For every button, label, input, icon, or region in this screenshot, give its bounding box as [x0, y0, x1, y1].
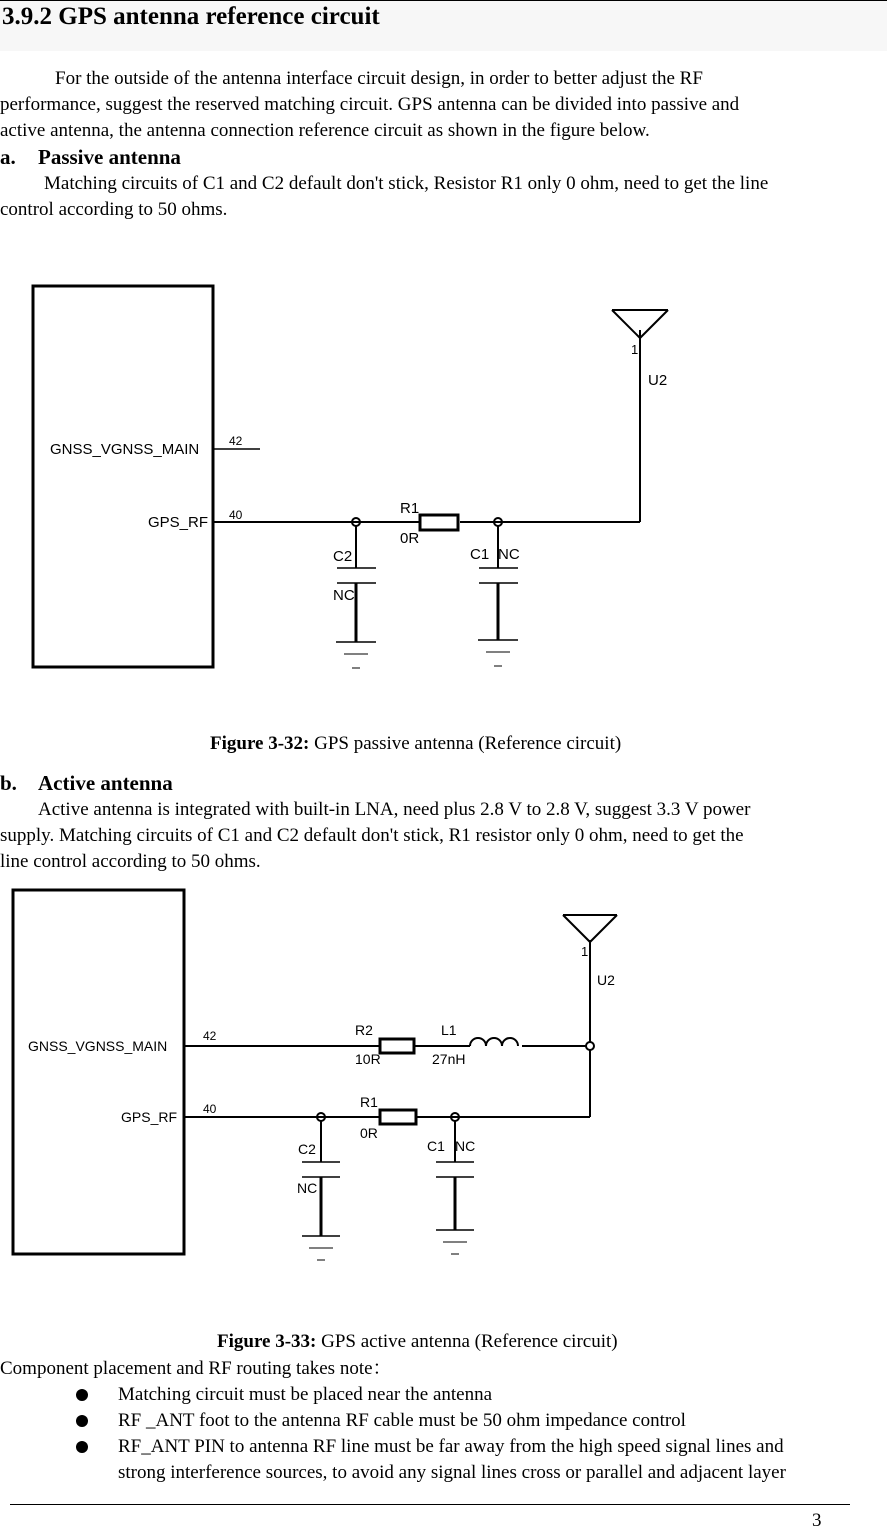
- r1-resistor: [380, 1110, 416, 1124]
- c1-ref: C1: [427, 1138, 445, 1154]
- antenna-left: [563, 915, 590, 942]
- c2-ref: C2: [333, 548, 353, 565]
- notes-intro: Component placement and RF routing takes note：: [0, 1358, 392, 1379]
- c1-value: NC: [455, 1138, 476, 1154]
- pin-num-40: 40: [229, 508, 243, 522]
- r1-resistor: [420, 515, 458, 530]
- junction-antenna: [586, 1042, 594, 1050]
- caption-label: Figure 3-33:: [217, 1331, 317, 1352]
- antenna-ref: U2: [597, 972, 615, 988]
- l1-inductor: [470, 1038, 518, 1046]
- bullet-icon: [76, 1415, 88, 1427]
- page-number: 3: [812, 1510, 822, 1531]
- r2-value: 10R: [355, 1051, 381, 1067]
- caption-label: Figure 3-32:: [210, 733, 310, 754]
- antenna-right: [590, 915, 617, 942]
- bullet-icon: [76, 1389, 88, 1401]
- antenna-pin: 1: [581, 944, 589, 959]
- figure-3-32-caption: [210, 733, 621, 755]
- antenna-left: [612, 310, 640, 338]
- l1-value: 27nH: [432, 1051, 466, 1067]
- active-heading: Active antenna: [38, 771, 173, 795]
- pin-num-42: 42: [203, 1029, 217, 1043]
- note-item-3-cont: strong interference sources, to avoid any signal lines cross or parallel and adjacent layer: [118, 1462, 786, 1483]
- active-text-line-3: line control according to 50 ohms.: [0, 851, 261, 872]
- c1-ref: C1: [470, 546, 490, 563]
- section-title: 3.9.2 GPS antenna reference circuit: [2, 3, 380, 30]
- c1-value: NC: [498, 546, 520, 563]
- bullet-icon: [76, 1441, 88, 1453]
- passive-antenna-schematic: [0, 270, 887, 690]
- c2-value: NC: [297, 1180, 318, 1196]
- intro-line-3: active antenna, the antenna connection reference circuit as shown in the figure below.: [0, 120, 650, 141]
- intro-line-1: For the outside of the antenna interface circuit design, in order to better adjust the RF: [55, 68, 703, 89]
- active-text-line-2: supply. Matching circuits of C1 and C2 default don't stick, R1 resistor only 0 ohm, need to get the: [0, 825, 744, 846]
- passive-heading-letter: a.: [0, 145, 16, 169]
- pin-num-42: 42: [229, 434, 243, 448]
- passive-text-line-2: control according to 50 ohms.: [0, 199, 228, 220]
- r2-resistor: [380, 1039, 414, 1053]
- intro-line-2: performance, suggest the reserved matching circuit. GPS antenna can be divided into passive and: [0, 94, 740, 115]
- antenna-right: [640, 310, 668, 338]
- pin-label-vgnss: GNSS_VGNSS_MAIN: [28, 1038, 168, 1054]
- antenna-pin: 1: [631, 342, 639, 357]
- caption-text: GPS active antenna (Reference circuit): [316, 1331, 618, 1352]
- c2-value: NC: [333, 587, 355, 604]
- pin-label-gps-rf: GPS_RF: [148, 514, 209, 531]
- module-box: [33, 286, 213, 667]
- active-heading-letter: b.: [0, 771, 17, 795]
- module-box: [13, 890, 184, 1254]
- pin-label-vgnss: GNSS_VGNSS_MAIN: [50, 441, 200, 458]
- r1-value: 0R: [360, 1125, 378, 1141]
- figure-3-33-caption: [217, 1331, 618, 1353]
- active-antenna-schematic: [0, 880, 887, 1280]
- footer-rule: [10, 1504, 850, 1505]
- active-text-line-1: Active antenna is integrated with built-in LNA, need plus 2.8 V to 2.8 V, suggest 3.3 V power: [38, 799, 751, 820]
- caption-text: GPS passive antenna (Reference circuit): [309, 733, 622, 754]
- note-item-1: Matching circuit must be placed near the antenna: [118, 1384, 493, 1405]
- r2-ref: R2: [355, 1022, 373, 1038]
- r1-ref: R1: [400, 500, 420, 517]
- passive-heading: Passive antenna: [38, 145, 181, 169]
- r1-ref: R1: [360, 1094, 378, 1110]
- antenna-ref: U2: [648, 372, 668, 389]
- note-item-2: RF _ANT foot to the antenna RF cable must be 50 ohm impedance control: [118, 1410, 686, 1431]
- note-item-3: RF_ANT PIN to antenna RF line must be far away from the high speed signal lines and: [118, 1436, 784, 1457]
- c2-ref: C2: [298, 1141, 316, 1157]
- pin-num-40: 40: [203, 1102, 217, 1116]
- r1-value: 0R: [400, 530, 420, 547]
- passive-text-line-1: Matching circuits of C1 and C2 default don't stick, Resistor R1 only 0 ohm, need to get the line: [44, 173, 769, 194]
- pin-label-gps-rf: GPS_RF: [121, 1109, 178, 1125]
- l1-ref: L1: [441, 1022, 457, 1038]
